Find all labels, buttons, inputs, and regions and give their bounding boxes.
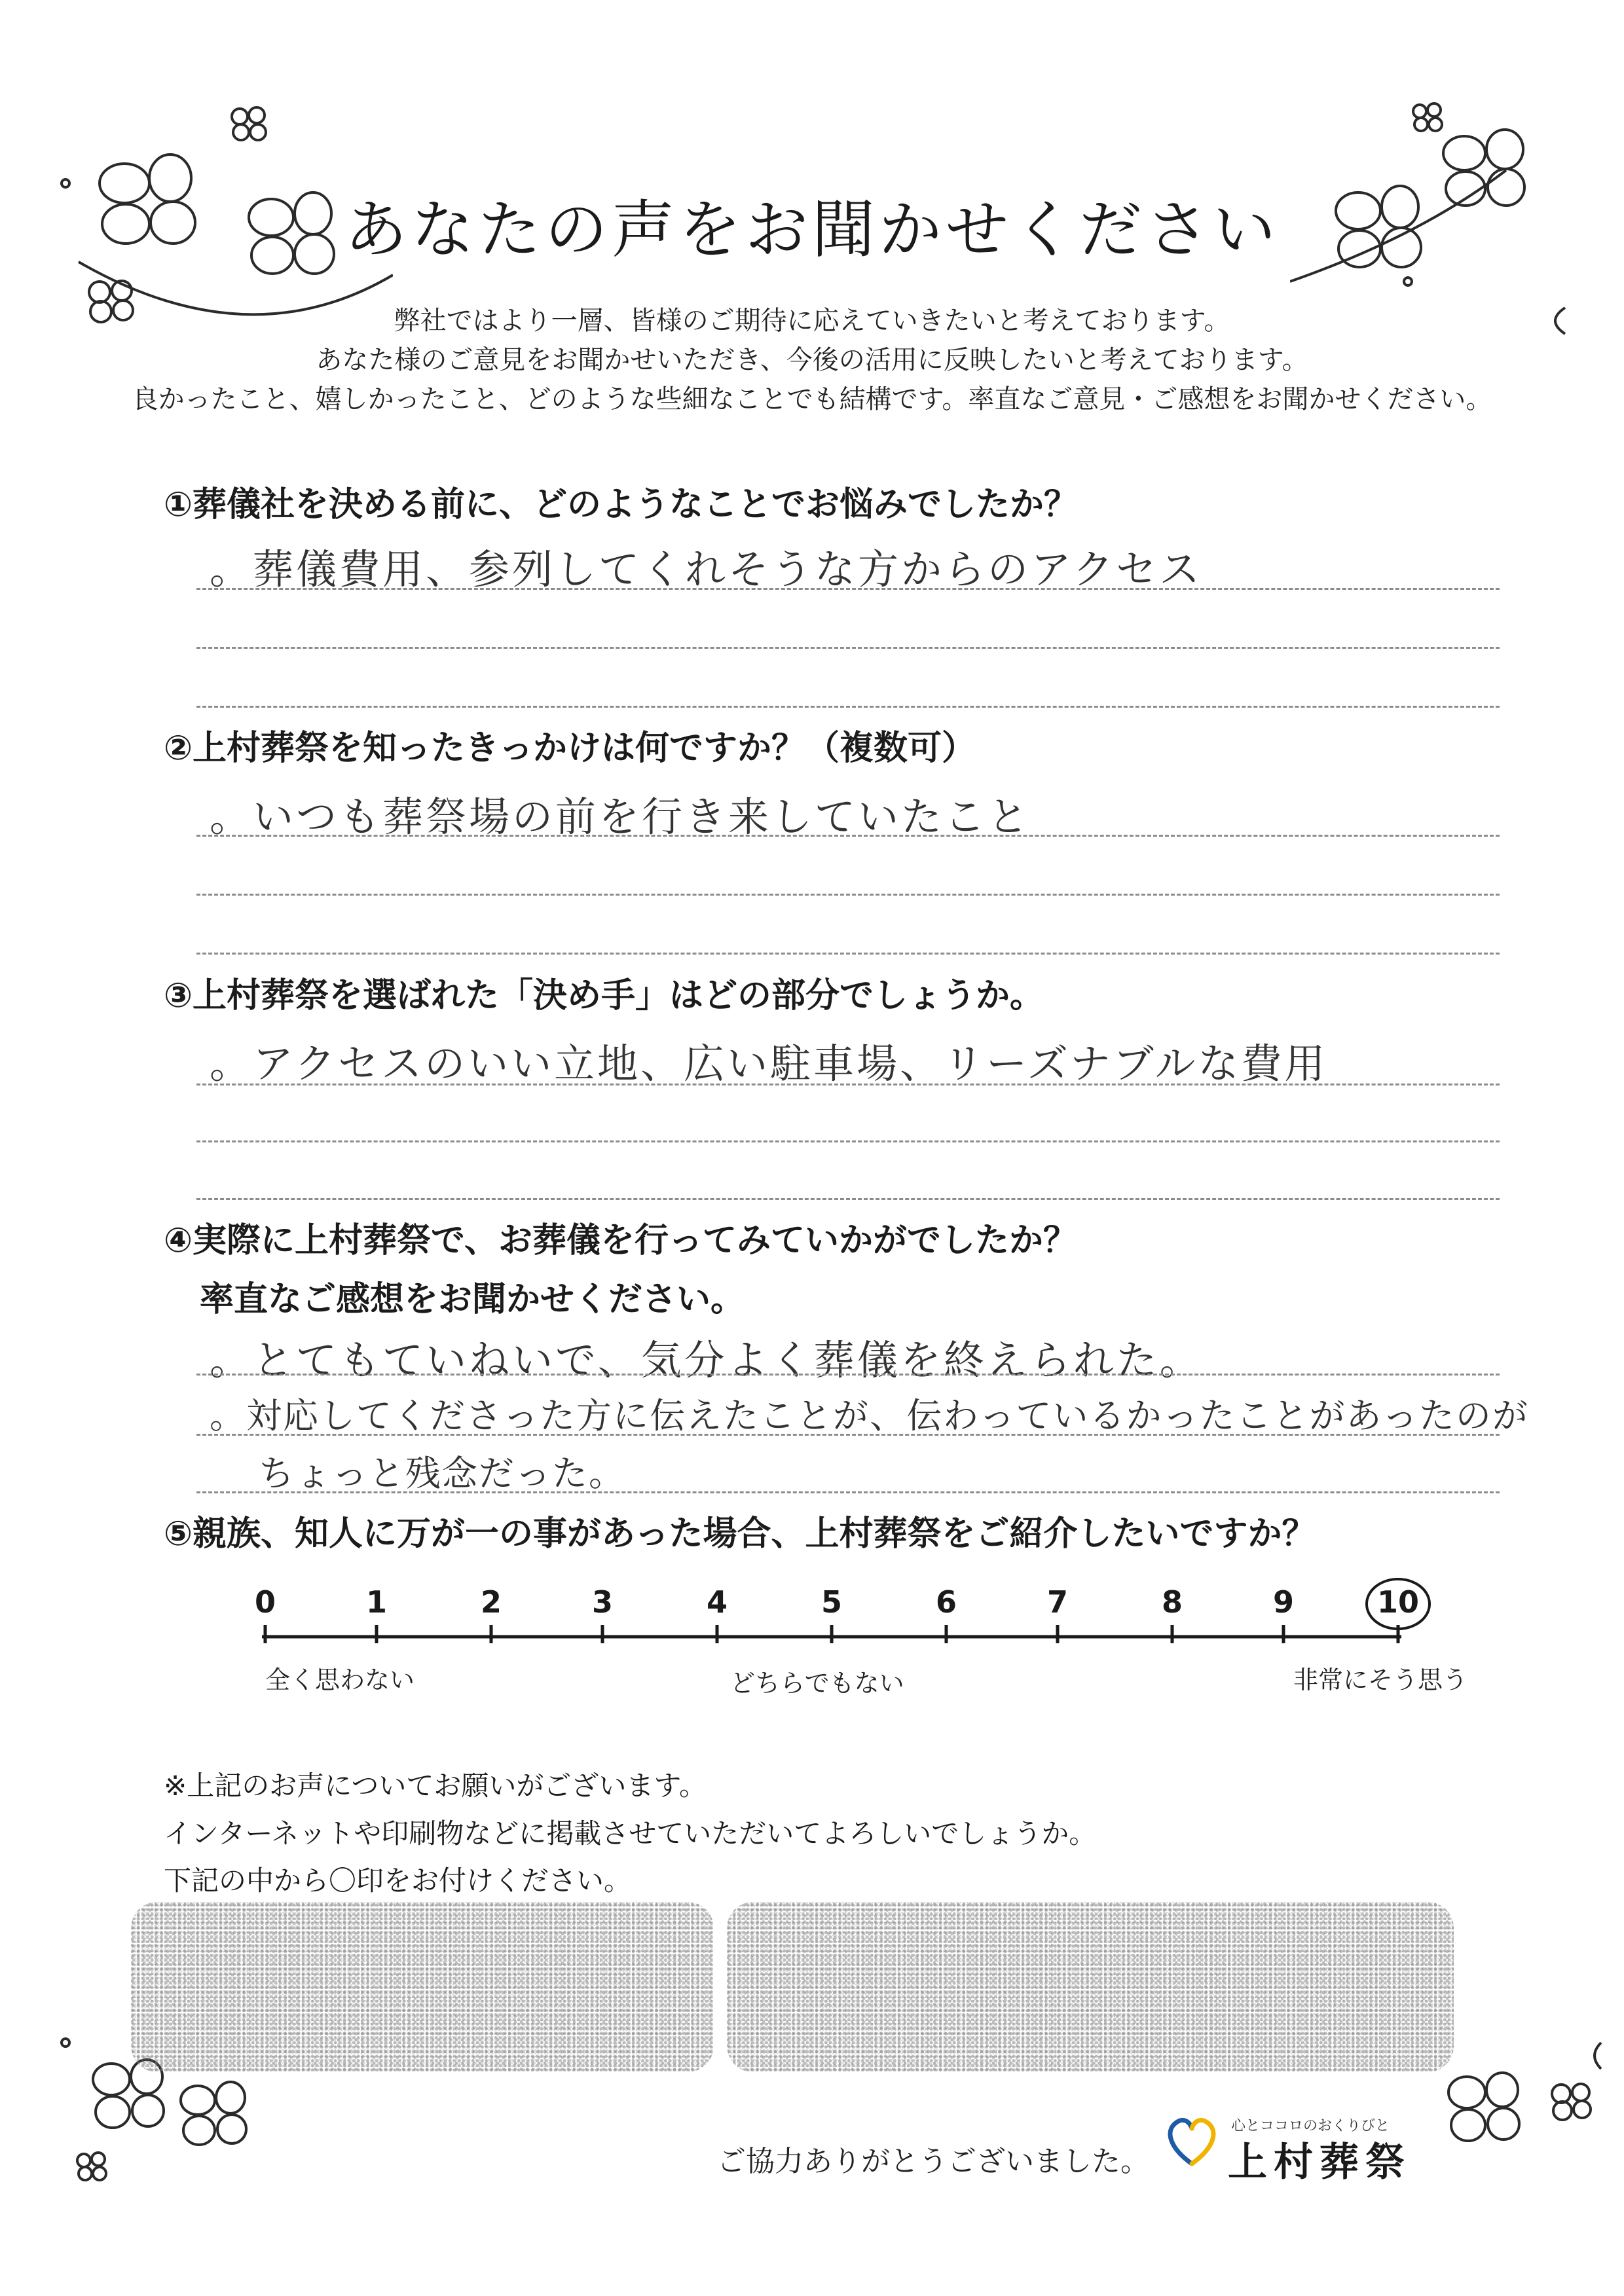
scale-number-3: 3: [591, 1584, 613, 1620]
answer-rule: [196, 1198, 1500, 1200]
scale-number-6: 6: [935, 1584, 957, 1620]
consent-note-3: 下記の中から〇印をお付けください。: [164, 1865, 632, 1897]
question-4-answer-2: 。対応してくださった方に伝えたことが、伝わっているかったことがあったのが: [210, 1395, 1529, 1436]
selected-circle-icon: [1362, 1575, 1434, 1633]
thanks-message: ご協力ありがとうございました。: [717, 2145, 1149, 2178]
heart-logo-icon: [1162, 2111, 1221, 2170]
question-1-answer: 。葬儀費用、参列してくれそうな方からのアクセス: [210, 545, 1203, 593]
scale-number-5: 5: [821, 1584, 842, 1620]
scale-number-4: 4: [706, 1584, 728, 1620]
redacted-area-left: [131, 1902, 714, 2072]
answer-rule: [196, 894, 1500, 896]
scale-label-middle: どちらでもない: [730, 1669, 904, 1698]
answer-rule: [196, 1374, 1500, 1376]
question-2-label: ②上村葬祭を知ったきっかけは何ですか？（複数可）: [164, 729, 976, 768]
scale-number-10: 10: [1376, 1584, 1419, 1620]
answer-rule: [196, 588, 1500, 590]
question-4-sublabel: 率直なご感想をお聞かせください。: [200, 1280, 745, 1319]
answer-rule: [196, 1084, 1500, 1085]
question-4-answer-1: 。とてもていねいで、気分よく葬儀を終えられた。: [210, 1336, 1203, 1384]
intro-line-3: 良かったこと、嬉しかったこと、どのような些細なことでも結構です。率直なご意見・ご感想をお聞かせください。: [132, 384, 1492, 414]
rating-scale-line: [262, 1624, 1414, 1650]
consent-note-1: ※上記のお声についてお願いがございます。: [164, 1770, 707, 1802]
consent-note-2: インターネットや印刷物などに掲載させていただいてよろしいでしょうか。: [164, 1817, 1097, 1850]
scale-number-2: 2: [480, 1584, 502, 1620]
intro-line-1: 弊社ではより一層、皆様のご期待に応えていきたいと考えております。: [394, 306, 1230, 336]
answer-rule: [196, 835, 1500, 837]
question-5-label: ⑤親族、知人に万が一の事があった場合、上村葬祭をご紹介したいですか？: [164, 1514, 1316, 1554]
answer-rule: [196, 647, 1500, 649]
answer-rule: [196, 1491, 1500, 1493]
answer-rule: [196, 1140, 1500, 1142]
answer-rule: [196, 1434, 1500, 1436]
question-1-label: ①葬儀社を決める前に、どのようなことでお悩みでしたか？: [164, 485, 1079, 524]
redacted-area-right: [727, 1902, 1454, 2072]
scale-number-0: 0: [254, 1584, 276, 1620]
page-title: あなたの声をお聞かせください: [344, 193, 1280, 266]
question-2-answer: 。いつも葬祭場の前を行き来していたこと: [210, 793, 1031, 841]
answer-rule: [196, 953, 1500, 955]
question-4-label: ④実際に上村葬祭で、お葬儀を行ってみていかがでしたか？: [164, 1221, 1077, 1260]
question-3-answer: 。アクセスのいい立地、広い駐車場、リーズナブルな費用: [210, 1040, 1328, 1087]
scale-label-right: 非常にそう思う: [1293, 1666, 1468, 1694]
scale-number-8: 8: [1161, 1584, 1183, 1620]
brand-name: 上村葬祭: [1228, 2140, 1411, 2185]
question-3-label: ③上村葬祭を選ばれた「決め手」はどの部分でしょうか。: [164, 976, 1044, 1015]
scale-label-left: 全く思わない: [265, 1666, 415, 1694]
answer-rule: [196, 706, 1500, 708]
scale-number-7: 7: [1046, 1584, 1068, 1620]
brand-tagline: 心とココロのおくりびと: [1231, 2118, 1390, 2134]
question-4-answer-3: ちょっと残念だった。: [259, 1453, 625, 1494]
intro-line-2: あなた様のご意見をお聞かせいただき、今後の活用に反映したいと考えております。: [316, 345, 1308, 375]
scale-number-9: 9: [1272, 1584, 1294, 1620]
scale-number-1: 1: [365, 1584, 387, 1620]
